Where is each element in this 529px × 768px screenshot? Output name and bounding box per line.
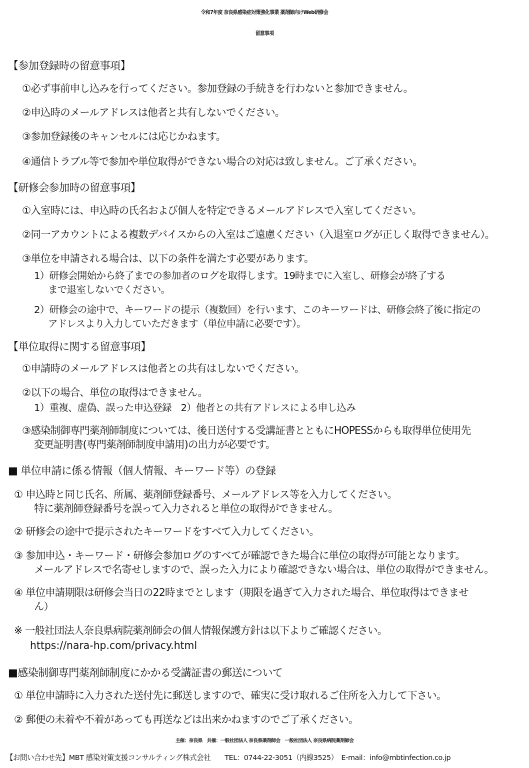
info-note-1: ① 申込時と同じ氏名、所属、薬剤師登録番号、メールアドレス等を入力してください。 [14, 490, 397, 501]
section-registration-heading: 【参加登録時の留意事項】 [8, 60, 131, 72]
info-note-4: ④ 単位申請期限は研修会当日の22時までとします（期限を過ぎて入力された場合、単位取得はできませ [14, 588, 469, 599]
privacy-policy-link[interactable]: https://nara-hp.com/privacy.html [30, 641, 198, 652]
contact-line: 【お問い合わせ先】MBT 感染対策支援コンサルティング株式会社 TEL：0744-22-3051（内線3525） E-mail：info@mbtinfection.co.jp [6, 753, 451, 762]
attendance-note-2: ②同一アカウントによる複数デバイスからの入室はご遠慮ください（入退室ログが正しく取得できません）。 [22, 230, 495, 241]
info-note-3-cont: メールアドレスで名寄せしますので、誤った入力により確認できない場合は、単位の取得ができません。 [34, 565, 494, 576]
info-note-4-cont: ん） [34, 602, 54, 613]
attendance-note-1: ①入室時には、申込時の氏名および個人を特定できるメールアドレスで入室してください。 [22, 206, 422, 217]
privacy-policy-note: ※ 一般社団法人奈良県病院薬剤師会の個人情報保護方針は以下よりご確認ください。 [14, 626, 388, 637]
section-certificate-heading: ■感染制御専門薬剤師制度にかかる受講証書の郵送について [8, 667, 283, 679]
document-title: 令和7年度 奈良県感染症対策強化事業 薬剤師向けWeb研修会 [200, 10, 329, 16]
credit-note-3-cont: 変更証明書(専門薬剤師制度申請用)の出力が必要です。 [34, 440, 276, 451]
credit-note-2-detail: 1）重複、虚偽、誤った申込登録 2）他者との共有アドレスによる申し込み [34, 403, 356, 414]
organizers-line: 主催：奈良県 共催：一般社団法人 奈良県薬剤師会 一般社団法人 奈良県病院薬剤師会 [175, 739, 354, 744]
info-note-2: ② 研修会の途中で提示されたキーワードをすべて入力してください。 [14, 527, 319, 538]
certificate-note-2: ② 郵便の未着や不着があっても再送などは出来かねますのでご了承ください。 [14, 715, 359, 726]
attendance-note-3: ③単位を申請される場合は、以下の条件を満たす必要があります。 [22, 254, 314, 265]
credit-note-3: ③感染制御専門薬剤師制度については、後日送付する受講証書とともにHOPESSからも取得単位使用先 [22, 426, 471, 437]
certificate-note-1: ① 単位申請時に入力された送付先に郵送しますので、確実に受け取れるご住所を入力して下さい。 [14, 691, 447, 702]
info-note-3: ③ 参加申込・キーワード・研修会参加ログのすべてが確認できた場合に単位の取得が可能となります。 [14, 551, 465, 562]
registration-note-3: ③参加登録後のキャンセルには応じかねます。 [22, 132, 226, 143]
attendance-condition-2: 2）研修会の途中で、キーワードの提示（複数回）を行います、このキーワードは、研修会終了後に指定の [34, 305, 481, 316]
credit-note-2: ②以下の場合、単位の取得はできません。 [22, 388, 208, 399]
registration-note-2: ②申込時のメールアドレスは他者と共有しないでください。 [22, 108, 285, 119]
section-attendance-heading: 【研修会参加時の留意事項】 [8, 182, 141, 194]
registration-note-4: ④通信トラブル等で参加や単位取得ができない場合の対応は致しません。ご了承ください。 [22, 157, 423, 168]
registration-note-1: ①必ず事前申し込みを行ってください。参加登録の手続きを行わないと参加できません。 [22, 84, 414, 95]
section-credit-heading: 【単位取得に関する留意事項】 [8, 341, 151, 353]
section-info-registration-heading: ■ 単位申請に係る情報（個人情報、キーワード等）の登録 [8, 465, 276, 477]
credit-note-1: ①申請時のメールアドレスは他者との共有はしないでください。 [22, 364, 305, 375]
attendance-condition-1: 1）研修会開始から終了までの参加者のログを取得します。19時までに入室し、研修会が終了する [34, 271, 446, 282]
attendance-condition-2-cont: アドレスより入力していただきます（単位申請に必要です）。 [48, 319, 306, 330]
attendance-condition-1-cont: まで退室しないでください。 [48, 285, 171, 296]
document-subtitle: 留意事項 [255, 31, 274, 37]
info-note-1-cont: 特に薬剤師登録番号を誤って入力されると単位の取得ができません。 [34, 504, 339, 515]
